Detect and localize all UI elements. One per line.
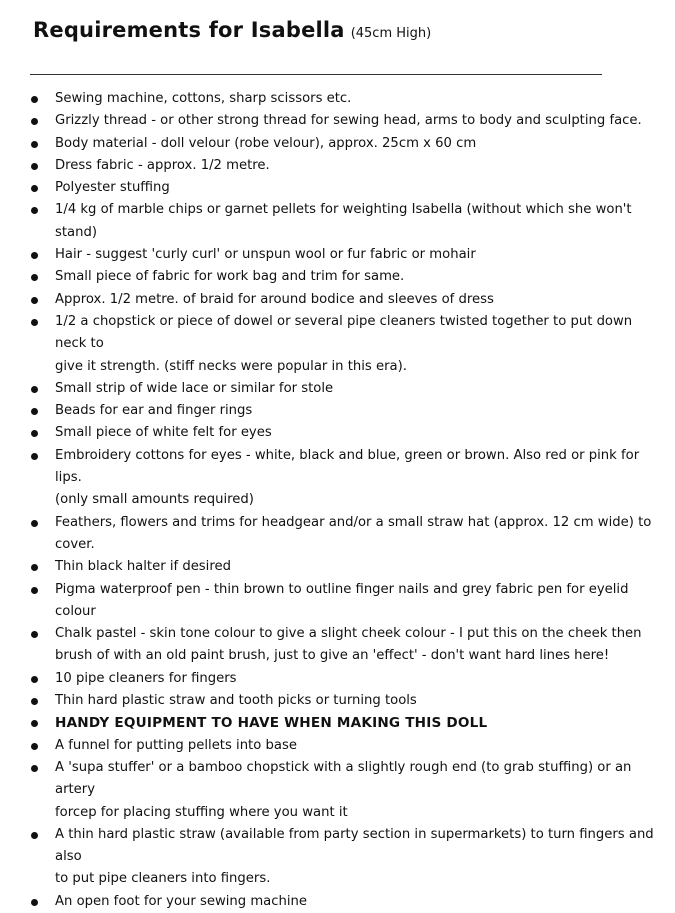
bullet-icon [31, 453, 38, 460]
list-item-text: 1/2 a chopstick or piece of dowel or several pipe cleaners twisted together to put down neck to give it strength. (stiff necks were popular in this era). [55, 313, 633, 374]
bullet-icon [31, 430, 38, 437]
list-item-text: 1/4 kg of marble chips or garnet pellets for weighting Isabella (without which she won't stand) [55, 202, 632, 240]
list-item-text: An open foot for your sewing machine [55, 893, 308, 909]
list-item-text: A funnel for putting pellets into base [55, 737, 297, 753]
bullet-icon [31, 720, 38, 727]
list-item-text: Embroidery cottons for eyes - white, black and blue, green or brown. Also red or pink for lips. (only small amounts required) [55, 447, 640, 508]
bullet-icon [31, 96, 38, 103]
bullet-icon [31, 252, 38, 259]
bullet-icon [31, 564, 38, 571]
title-height-note: (45cm High) [350, 26, 432, 41]
list-item-text: Thin hard plastic straw and tooth picks or turning tools [55, 693, 417, 709]
bullet-icon [31, 408, 38, 415]
list-item [0, 579, 675, 624]
list-item-text: Feathers, flowers and trims for headgear and/or a small straw hat (approx. 12 cm wide) to cover. [55, 514, 652, 552]
bullet-icon [31, 743, 38, 750]
list-item [0, 400, 675, 422]
list-item [0, 824, 675, 891]
list-item [0, 199, 675, 244]
list-item-text: Pigma waterproof pen - thin brown to outline finger nails and grey fabric pen for eyelid colour [55, 581, 629, 619]
list-item-text: Grizzly thread - or other strong thread for sewing head, arms to body and sculpting face. [55, 113, 642, 129]
list-item [0, 757, 675, 824]
list-item [0, 623, 675, 668]
list-item [0, 891, 675, 913]
list-item-text: Sewing machine, cottons, sharp scissors etc. [55, 91, 352, 106]
list-item [0, 155, 675, 177]
title-text: Requirements for Isabella [33, 18, 345, 42]
list-item [0, 133, 675, 155]
bullet-icon [31, 765, 38, 772]
bullet-icon [31, 297, 38, 304]
list-item [0, 110, 675, 132]
list-item-text: Dress fabric - approx. 1/2 metre. [55, 157, 270, 173]
bullet-icon [31, 386, 38, 393]
list-item [0, 735, 675, 757]
list-item [0, 244, 675, 266]
bullet-icon [31, 899, 38, 906]
list-item-text: Small strip of wide lace or similar for stole [55, 380, 334, 396]
bullet-icon [31, 631, 38, 638]
list-item [0, 556, 675, 578]
bullet-icon [31, 520, 38, 527]
bullet-icon [31, 163, 38, 170]
list-item [0, 378, 675, 400]
list-item-text: HANDY EQUIPMENT TO HAVE WHEN MAKING THIS DOLL [55, 715, 488, 732]
list-item [0, 668, 675, 690]
list-item [0, 690, 675, 712]
list-item-text: A 'supa stuffer' or a bamboo chopstick with a slightly rough end (to grab stuffing) or an artery forcep for placing stuffing where you want it [55, 759, 632, 820]
list-item-text: Beads for ear and finger rings [55, 403, 253, 419]
list-item-text: Thin black halter if desired [55, 559, 231, 575]
list-item [0, 88, 675, 110]
list-item [0, 311, 675, 378]
page-title [33, 18, 431, 42]
bullet-icon [31, 274, 38, 281]
list-item [0, 289, 675, 311]
list-item [0, 512, 675, 557]
bullet-icon [31, 587, 38, 594]
requirements-list [0, 88, 675, 913]
list-item-text: Polyester stuffing [55, 180, 170, 196]
title-divider [30, 74, 602, 75]
list-item-text: Body material - doll velour (robe velour), approx. 25cm x 60 cm [55, 135, 477, 151]
list-item [0, 445, 675, 512]
list-item-text: Small piece of fabric for work bag and trim for same. [55, 269, 405, 285]
list-item [0, 266, 675, 288]
list-item-text: Chalk pastel - skin tone colour to give a slight cheek colour - I put this on the cheek then brush of with an old paint brush, just to give an 'effect' - don't want hard lines here! [55, 626, 642, 664]
list-item-text: 10 pipe cleaners for fingers [55, 670, 237, 686]
bullet-icon [31, 698, 38, 705]
section-heading-handy-equipment [0, 712, 675, 734]
list-item-text: A thin hard plastic straw (available from party section in supermarkets) to turn fingers and also to put pipe cleaners into fingers. [55, 826, 654, 887]
list-item-text: Approx. 1/2 metre. of braid for around bodice and sleeves of dress [55, 291, 494, 307]
bullet-icon [31, 319, 38, 326]
list-item [0, 422, 675, 444]
list-item-text: Small piece of white felt for eyes [55, 425, 272, 441]
list-item-text: Hair - suggest 'curly curl' or unspun wool or fur fabric or mohair [55, 247, 476, 263]
bullet-icon [31, 676, 38, 683]
list-item [0, 177, 675, 199]
bullet-icon [31, 832, 38, 839]
bullet-icon [31, 141, 38, 148]
bullet-icon [31, 207, 38, 214]
bullet-icon [31, 118, 38, 125]
bullet-icon [31, 185, 38, 192]
